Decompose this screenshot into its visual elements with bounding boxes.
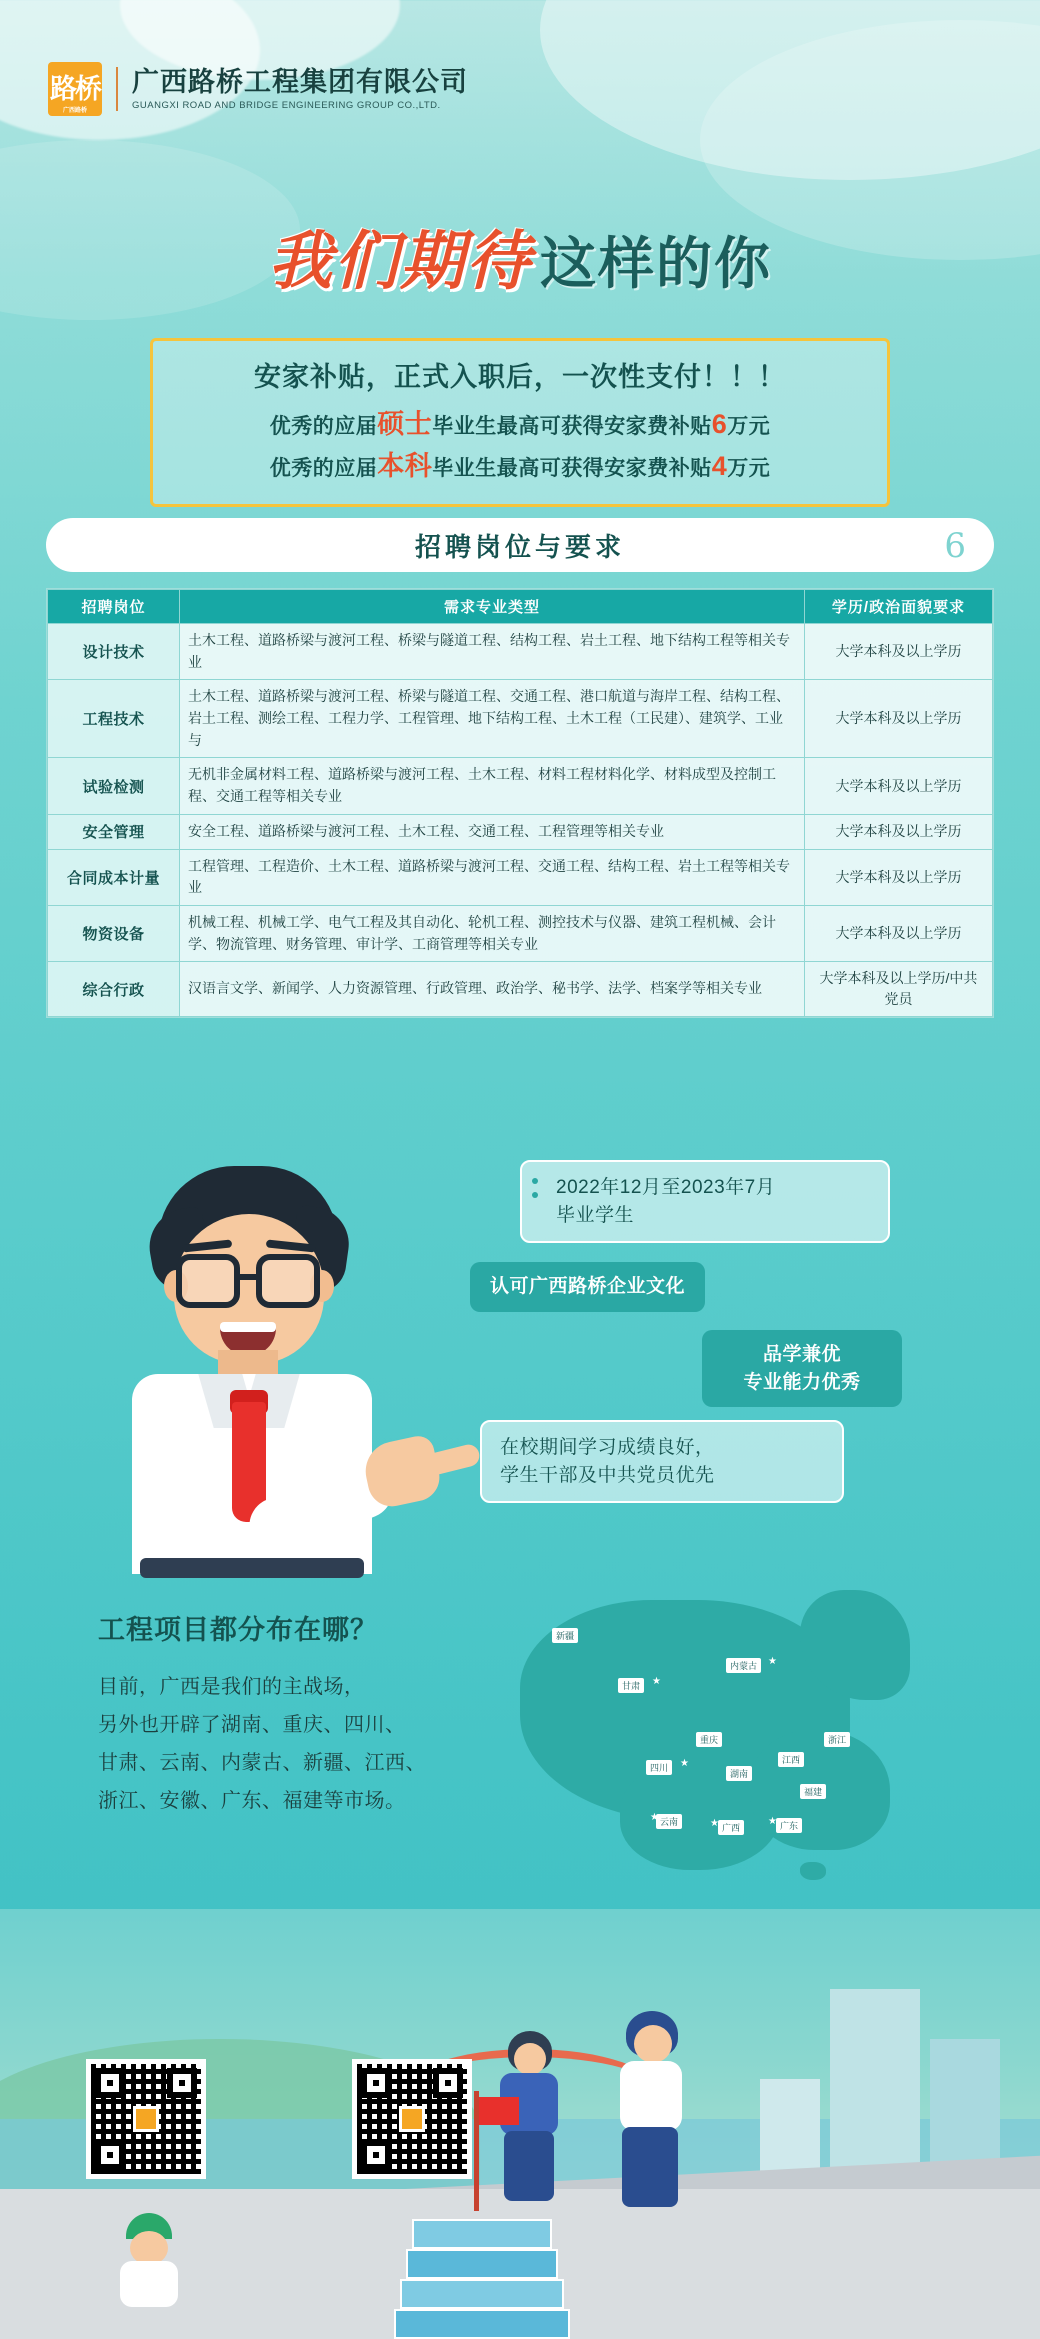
company-name-block xyxy=(132,67,468,111)
cell-major: 汉语言文学、新闻学、人力资源管理、行政管理、政治学、秘书学、法学、档案学等相关专业 xyxy=(180,962,805,1017)
table-row xyxy=(48,905,993,961)
box xyxy=(412,2219,552,2249)
bullet-dot xyxy=(532,1192,538,1198)
map-star-guangdong: ★ xyxy=(768,1816,777,1827)
map-hainan xyxy=(800,1862,826,1880)
map-star-yunnan: ★ xyxy=(650,1812,659,1823)
map-star-guangxi: ★ xyxy=(710,1818,719,1829)
jobs-table-wrapper xyxy=(46,588,994,1018)
subsidy-bachelor-unit: 万元 xyxy=(727,456,771,480)
table-row xyxy=(48,758,993,814)
map-label-gansu: 甘肃 xyxy=(618,1678,644,1693)
brand-header xyxy=(48,62,468,116)
projects-text-line-4: 浙江、安徽、广东、福建等市场。 xyxy=(98,1790,406,1812)
bullet-dot xyxy=(532,1178,538,1184)
cell-post: 工程技术 xyxy=(48,680,180,758)
bullet-dots-icon xyxy=(532,1178,538,1206)
bubble-excellence-line1: 品学兼优 xyxy=(762,1344,841,1365)
person-teeth xyxy=(220,1322,276,1332)
map-label-fujian: 福建 xyxy=(800,1784,826,1799)
bubble-graduation-line1: 2022年12月至2023年7月 xyxy=(556,1177,776,1198)
headline-part-2: 这样的你 xyxy=(540,232,772,297)
projects-description xyxy=(98,1668,426,1820)
cell-education: 大学本科及以上学历 xyxy=(805,624,993,680)
table-row xyxy=(48,849,993,905)
bubble-company-culture: 认可广西路桥企业文化 xyxy=(470,1262,705,1312)
subsidy-master-unit: 万元 xyxy=(727,415,771,438)
runner-pants xyxy=(622,2127,678,2207)
cell-post: 试验检测 xyxy=(48,758,180,814)
projects-text-line-3: 甘肃、云南、内蒙古、新疆、江西、 xyxy=(98,1752,426,1774)
subsidy-master-prefix: 优秀的应届 xyxy=(269,415,378,438)
qr-finder-icon xyxy=(361,2068,391,2098)
table-row xyxy=(48,624,993,680)
logo-mark-text: 路桥 xyxy=(50,73,100,104)
person-glasses-left xyxy=(176,1254,240,1308)
subsidy-master-middle: 毕业生最高可获得安家费补贴 xyxy=(432,415,712,438)
cell-post: 综合行政 xyxy=(48,962,180,1017)
qr-finder-icon xyxy=(95,2140,125,2170)
map-label-jiangxi: 江西 xyxy=(778,1752,804,1767)
cell-major: 安全工程、道路桥梁与渡河工程、土木工程、交通工程、工程管理等相关专业 xyxy=(180,814,805,849)
table-row xyxy=(48,680,993,758)
subsidy-master-degree: 硕士 xyxy=(377,409,433,439)
qr-finder-icon xyxy=(361,2140,391,2170)
box xyxy=(406,2249,558,2279)
subsidy-master-amount: 6 xyxy=(711,409,728,439)
qr-center-logo-icon xyxy=(133,2106,159,2132)
logo-mark-subtext: 广西路桥 xyxy=(62,108,87,114)
subsidy-bachelor-degree: 本科 xyxy=(377,450,433,481)
child-face xyxy=(130,2231,168,2265)
child-body xyxy=(120,2261,178,2307)
qr-code-2[interactable] xyxy=(352,2059,472,2179)
company-name-en: GUANGXI ROAD AND BRIDGE ENGINEERING GROUP CO.,LTD. xyxy=(132,100,441,112)
map-star-sichuan: ★ xyxy=(680,1758,689,1769)
person-glasses-right xyxy=(256,1254,320,1308)
qr-finder-icon xyxy=(433,2068,463,2098)
subsidy-callout xyxy=(150,338,890,507)
sitting-child-illustration xyxy=(110,2209,190,2319)
jobs-section-title xyxy=(46,518,994,572)
cell-post: 设计技术 xyxy=(48,624,180,680)
map-label-sichuan: 四川 xyxy=(646,1760,672,1775)
page-title xyxy=(0,210,1040,302)
subsidy-title: 安家补贴，正式入职后，一次性支付！！！ xyxy=(254,362,786,392)
jobs-section-title-text: 招聘岗位与要求 xyxy=(414,531,625,562)
red-flag-illustration xyxy=(470,2091,484,2211)
cell-major: 土木工程、道路桥梁与渡河工程、桥梁与隧道工程、交通工程、港口航道与海岸工程、结构工程、岩土工程、测绘工程、工程力学、工程管理、地下结构工程、土木工程（工民建）、建筑学、工业与 xyxy=(180,680,805,758)
projects-text-line-2: 另外也开辟了湖南、重庆、四川、 xyxy=(98,1714,406,1736)
subsidy-bachelor-line xyxy=(163,446,877,488)
cell-major: 土木工程、道路桥梁与渡河工程、桥梁与隧道工程、结构工程、岩土工程、地下结构工程等相关专业 xyxy=(180,624,805,680)
map-label-guangdong: 广东 xyxy=(776,1818,802,1833)
bubble-graduation-window xyxy=(520,1160,890,1243)
cell-education: 大学本科及以上学历 xyxy=(805,814,993,849)
map-label-neimenggu: 内蒙古 xyxy=(726,1658,761,1673)
bubble-school-line2: 学生干部及中共党员优先 xyxy=(500,1464,715,1486)
cell-post: 合同成本计量 xyxy=(48,849,180,905)
china-map-illustration xyxy=(500,1580,960,1910)
subsidy-bachelor-middle: 毕业生最高可获得安家费补贴 xyxy=(432,456,712,480)
map-label-guangxi: 广西 xyxy=(718,1820,744,1835)
table-row xyxy=(48,814,993,849)
cell-education: 大学本科及以上学历 xyxy=(805,680,993,758)
cell-education: 大学本科及以上学历/中共党员 xyxy=(805,962,993,1017)
headline-part-1: 我们期待 xyxy=(268,225,532,299)
cell-education: 大学本科及以上学历 xyxy=(805,905,993,961)
map-star-gansu: ★ xyxy=(652,1676,661,1687)
projects-text-line-1: 目前，广西是我们的主战场， xyxy=(98,1676,365,1698)
cell-major: 无机非金属材料工程、道路桥梁与渡河工程、土木工程、材料工程材料化学、材料成型及控制工程、交通工程等相关专业 xyxy=(180,758,805,814)
map-label-hunan: 湖南 xyxy=(726,1766,752,1781)
subsidy-bachelor-prefix: 优秀的应届 xyxy=(269,456,378,480)
map-label-xinjiang: 新疆 xyxy=(552,1628,578,1643)
runner-shirt xyxy=(620,2061,682,2131)
map-label-chongqing: 重庆 xyxy=(696,1732,722,1747)
column-header-education: 学历/政治面貌要求 xyxy=(805,590,993,624)
subsidy-master-line xyxy=(163,404,877,446)
cell-major: 工程管理、工程造价、土木工程、道路桥梁与渡河工程、交通工程、结构工程、岩土工程等相关专业 xyxy=(180,849,805,905)
cell-post: 安全管理 xyxy=(48,814,180,849)
cell-education: 大学本科及以上学历 xyxy=(805,758,993,814)
box xyxy=(394,2309,570,2339)
qr-code-2-pattern xyxy=(357,2064,467,2174)
bubble-school-performance xyxy=(480,1420,844,1503)
column-header-major: 需求专业类型 xyxy=(180,590,805,624)
pointing-person-illustration xyxy=(70,1150,430,1570)
subsidy-bachelor-amount: 4 xyxy=(711,450,728,481)
flag-cloth xyxy=(479,2097,519,2125)
qr-finder-icon xyxy=(95,2068,125,2098)
map-label-zhejiang: 浙江 xyxy=(824,1732,850,1747)
runner-face xyxy=(634,2025,672,2063)
jobs-table xyxy=(47,589,993,1017)
person-pants xyxy=(140,1558,364,1578)
bubble-school-line1: 在校期间学习成绩良好， xyxy=(500,1437,715,1458)
cell-post: 物资设备 xyxy=(48,905,180,961)
map-label-yunnan: 云南 xyxy=(656,1814,682,1829)
cell-major: 机械工程、机械工学、电气工程及其自动化、轮机工程、测控技术与仪器、建筑工程机械、会计学、物流管理、财务管理、审计学、工商管理等相关专业 xyxy=(180,905,805,961)
runner-female-illustration xyxy=(600,2011,690,2221)
projects-title: 工程项目都分布在哪？ xyxy=(98,1615,378,1645)
box xyxy=(400,2279,564,2309)
qr-code-1[interactable] xyxy=(86,2059,206,2179)
cell-education: 大学本科及以上学历 xyxy=(805,849,993,905)
bubble-excellence-line2: 专业能力优秀 xyxy=(743,1371,861,1393)
runner2-face xyxy=(514,2043,546,2075)
company-logo-icon xyxy=(48,62,102,116)
qr-center-logo-icon xyxy=(399,2106,425,2132)
person-glasses-bridge xyxy=(238,1274,260,1280)
table-header-row xyxy=(48,590,993,624)
qr-code-1-pattern xyxy=(91,2064,201,2174)
table-row xyxy=(48,962,993,1017)
qr-finder-icon xyxy=(167,2068,197,2098)
bubble-excellence xyxy=(702,1330,902,1407)
decorative-number-icon: 6 xyxy=(944,526,966,566)
column-header-post: 招聘岗位 xyxy=(48,590,180,624)
bubble-graduation-line2: 毕业学生 xyxy=(556,1204,635,1226)
company-name-cn: 广西路桥工程集团有限公司 xyxy=(132,66,468,97)
logo-divider xyxy=(116,67,118,111)
map-star-neimenggu: ★ xyxy=(768,1656,777,1667)
